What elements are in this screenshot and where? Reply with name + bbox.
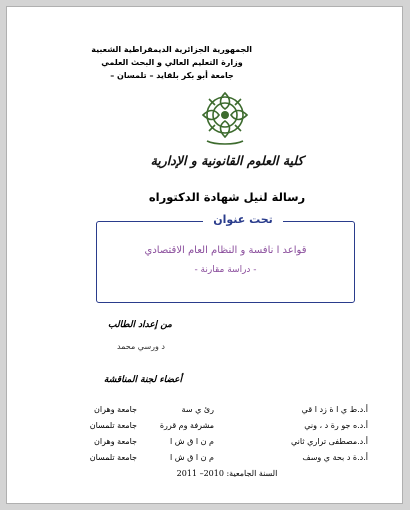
jury-member-rank: مشرفة وم قررة xyxy=(159,421,214,430)
jury-member-university: جامعة وهران xyxy=(94,405,137,414)
jury-row xyxy=(7,421,404,437)
thesis-title-box xyxy=(96,221,355,303)
thesis-title-label: تحت عنوان xyxy=(203,213,283,226)
jury-row xyxy=(7,437,404,453)
jury-member-name: أ.د.ه جو رة د ، وني xyxy=(304,421,368,430)
jury-member-name: أ.د.ة د بحة ي وسف xyxy=(302,453,368,462)
header-republic: الجمهورية الجزائرية الديمقراطية الشعبية xyxy=(91,45,252,54)
jury-member-rank: م ن ا ق ش ا xyxy=(170,453,214,462)
student-name: د ورسي محمد xyxy=(116,342,165,351)
jury-member-university: جامعة تلمسان xyxy=(89,421,137,430)
jury-member-university: جامعة تلمسان xyxy=(89,453,137,462)
thesis-title: قواعد ا نافسة و النظام العام الاقتصادي xyxy=(144,245,307,256)
jury-row xyxy=(7,405,404,421)
jury-member-rank: م ن ا ق ش ا xyxy=(170,437,214,446)
jury-member-name: أ.د.ط ي ا ة زد ا قي xyxy=(301,405,368,414)
header-university: جامعة أبو بكر بلقايد – تلمسان – xyxy=(110,71,234,80)
jury-title: أعضاء لجنة المناقشة xyxy=(103,375,182,385)
thesis-subtitle: - دراسة مقارنة - xyxy=(194,265,257,275)
jury-member-name: أ.د.مصطفى تراري ثاني xyxy=(290,437,368,446)
jury-member-university: جامعة وهران xyxy=(94,437,137,446)
degree-title: رسالة لنيل شهادة الدكتوراه xyxy=(148,190,306,204)
academic-year: السنة الجامعية: 2010– 2011 xyxy=(176,469,278,478)
jury-row xyxy=(7,453,404,469)
header-ministry: وزارة التعليم العالي و البحث العلمي xyxy=(101,58,243,67)
jury-member-rank: رئ ي سة xyxy=(181,405,214,414)
student-label: من إعداد الطالب xyxy=(108,320,172,330)
document-page xyxy=(6,6,403,504)
faculty-name: كلية العلوم القانونية و الإدارية xyxy=(150,153,304,168)
